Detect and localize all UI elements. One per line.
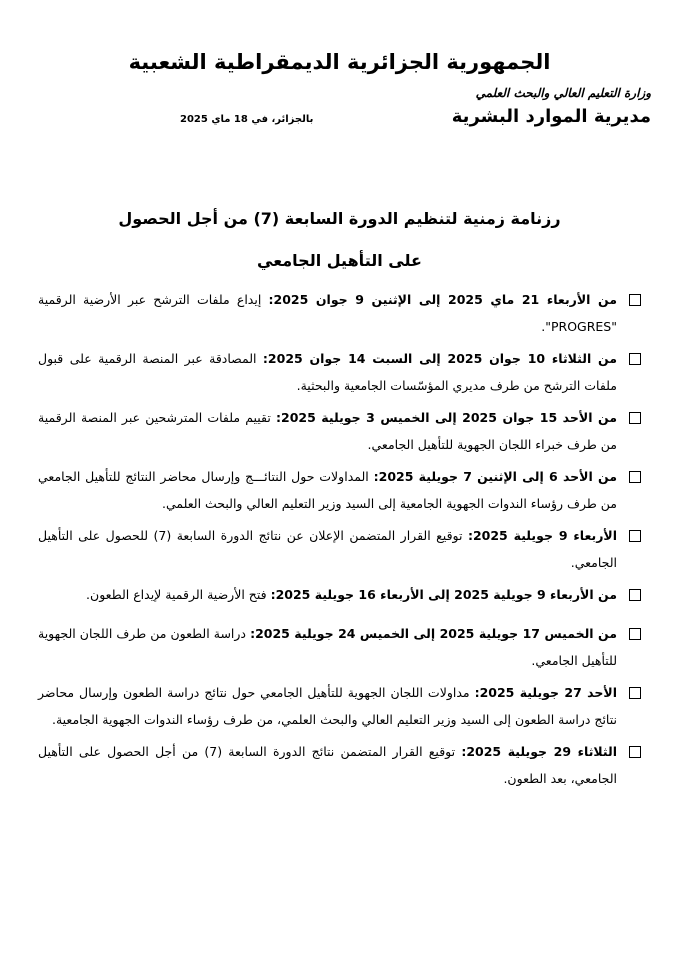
checkbox-icon: [629, 353, 641, 365]
schedule-list: [38, 286, 641, 792]
directorate-name: مديرية الموارد البشرية: [451, 106, 651, 127]
checkbox-icon: [629, 471, 641, 483]
item-text: توقيع القرار المتضمن نتائج الدورة السابعة (7) من أجل الحصول على التأهيل الجامعي، بعد الطعون.: [38, 744, 617, 786]
item-dates: من الثلاثاء 10 جوان 2025 إلى السبت 14 جوان 2025:: [262, 351, 617, 366]
checkbox-icon: [629, 294, 641, 306]
checkbox-icon: [629, 628, 641, 640]
item-text: تقييم ملفات المترشحين عبر المنصة الرقمية من طرف خبراء اللجان الجهوية للتأهيل الجامعي.: [38, 410, 617, 452]
checkbox-icon: [629, 687, 641, 699]
republic-header: الجمهورية الجزائرية الديمقراطية الشعبية: [128, 50, 551, 74]
item-dates: من الأربعاء 9 جويلية 2025 إلى الأربعاء 16 جويلية 2025:: [270, 587, 617, 602]
item-dates: الثلاثاء 29 جويلية 2025:: [461, 744, 617, 759]
item-text: فتح الأرضية الرقمية لإيداع الطعون.: [86, 587, 271, 602]
item-text: دراسة الطعون من طرف اللجان الجهوية للتأهيل الجامعي.: [38, 626, 617, 668]
schedule-item: [38, 738, 641, 792]
schedule-item: [38, 345, 641, 399]
schedule-item: [38, 522, 641, 576]
item-text: توقيع القرار المتضمن الإعلان عن نتائج الدورة السابعة (7) للحصول على التأهيل الجامعي.: [38, 528, 617, 570]
title-line-1: رزنامة زمنية لتنظيم الدورة السابعة (7) من أجل الحصول: [118, 209, 561, 228]
item-dates: من الأحد 15 جوان 2025 إلى الخميس 3 جويلية 2025:: [276, 410, 617, 425]
schedule-item: [38, 286, 641, 340]
schedule-item: [38, 581, 641, 608]
schedule-item: [38, 463, 641, 517]
item-text: إيداع ملفات الترشح عبر الأرضية الرقمية "PROGRES".: [38, 292, 617, 334]
item-text: المداولات حول النتائـــج وإرسال محاضر النتائج للتأهيل الجامعي من طرف رؤساء الندوات الجهوية الجامعية إلى السيد وزير التعليم العالي والبحث العلمي.: [38, 469, 617, 511]
checkbox-icon: [629, 589, 641, 601]
checkbox-icon: [629, 746, 641, 758]
checkbox-icon: [629, 412, 641, 424]
dateline: بالجزائر، في 18 ماي 2025: [180, 114, 314, 125]
item-dates: الأربعاء 9 جويلية 2025:: [467, 528, 617, 543]
ministry-name: وزارة التعليم العالي والبحث العلمي: [475, 86, 651, 100]
schedule-item: [38, 679, 641, 733]
item-text: المصادقة عبر المنصة الرقمية على قبول ملفات الترشح من طرف مديري المؤسّسات الجامعية والبحثية.: [38, 351, 617, 393]
item-dates: من الأربعاء 21 ماي 2025 إلى الإثنين 9 جوان 2025:: [268, 292, 618, 307]
item-dates: من الأحد 6 إلى الإثنين 7 جويلية 2025:: [373, 469, 618, 484]
title-line-2: على التأهيل الجامعي: [257, 251, 422, 270]
schedule-item: [38, 404, 641, 458]
schedule-item: [38, 620, 641, 674]
checkbox-icon: [629, 530, 641, 542]
item-dates: الأحد 27 جويلية 2025:: [474, 685, 617, 700]
document-title: [40, 198, 639, 282]
item-text: مداولات اللجان الجهوية للتأهيل الجامعي حول نتائج دراسة الطعون وإرسال محاضر نتائج دراسة الطعون إلى السيد وزير التعليم العالي والبحث العلمي، من طرف رؤساء الندوات الجهوية الجامعية.: [38, 685, 617, 727]
item-dates: من الخميس 17 جويلية 2025 إلى الخميس 24 جويلية 2025:: [250, 626, 618, 641]
